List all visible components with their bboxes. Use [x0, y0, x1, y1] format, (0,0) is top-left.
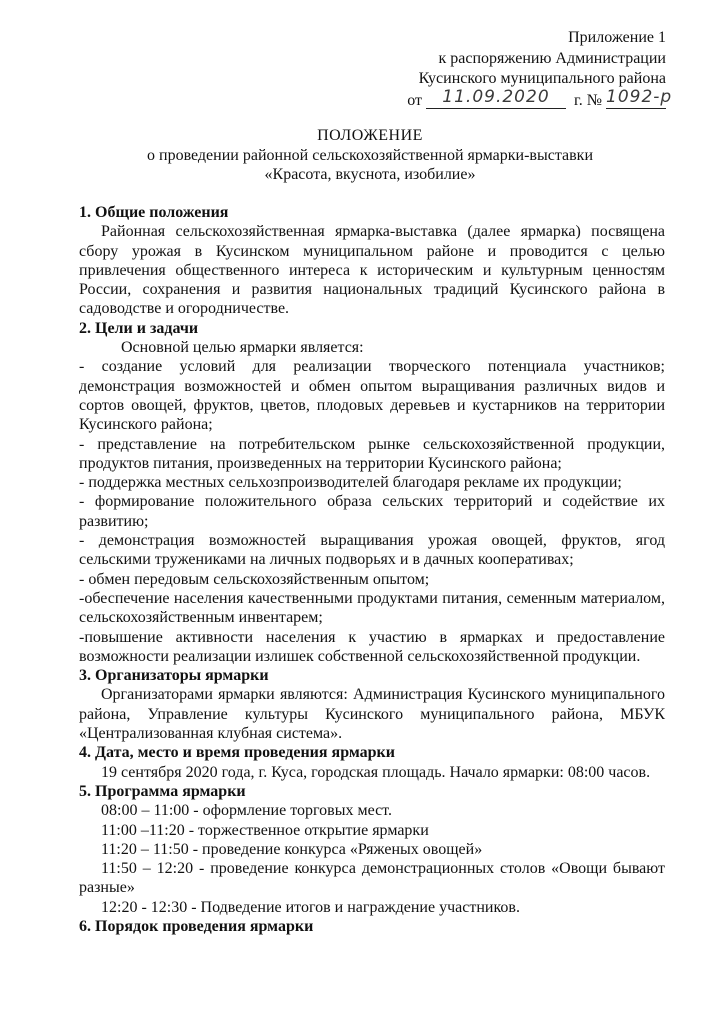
- section-4-heading: 4. Дата, место и время проведения ярмарки: [79, 744, 395, 762]
- section-4-paragraph: 19 сентября 2020 года, г. Куса, городская площадь. Начало ярмарки: 08:00 часов.: [101, 763, 651, 781]
- appendix-authority: Кусинского муниципального района: [418, 70, 666, 87]
- program-item: 11:50 – 12:20 - проведение конкурса демонстрационных столов «Овощи бывают разные»: [79, 860, 665, 897]
- appendix-title: Приложение 1: [568, 29, 666, 46]
- program-item: 11:20 – 11:50 - проведение конкурса «Ряженых овощей»: [101, 840, 483, 858]
- goal-item: - формирование положительного образа сельских территорий и содействие их развитию;: [79, 493, 665, 530]
- section-6-heading: 6. Порядок проведения ярмарки: [79, 917, 314, 935]
- appendix-date-number-line: [407, 86, 673, 112]
- program-item: 08:00 – 11:00 - оформление торговых мест.: [101, 802, 392, 820]
- goal-item: -повышение активности населения к участию в ярмарках и предоставление возможности реализации излишек собственной сельскохозяйственной продукции.: [79, 628, 665, 665]
- goal-item: - демонстрация возможностей выращивания урожая овощей, фруктов, ягод сельскими тружениками на личных подворьях и в дачных кооперативах;: [79, 532, 665, 569]
- goal-item: - поддержка местных сельхозпроизводителей благодаря рекламе их продукции;: [79, 474, 622, 492]
- goal-item: - представление на потребительском рынке сельскохозяйственной продукции, продуктов питания, произведенных на территории Кусинского района;: [79, 435, 665, 472]
- from-label: от: [407, 91, 422, 109]
- section-1-paragraph: Районная сельскохозяйственная ярмарка-выставка (далее ярмарка) посвящена сбору урожая в Кусинском муниципальном районе и проводится с целью привлечения общественного интереса к историческим и культурным ценностям России, сохранения и развития национальных традиций Кусинского района в садоводстве и огородничестве.: [79, 223, 665, 318]
- handwritten-date: 11.09.2020: [442, 86, 550, 107]
- document-body: [79, 203, 665, 936]
- number-label: г. №: [573, 91, 602, 109]
- section-3-paragraph: Организаторами ярмарки являются: Администрация Кусинского муниципального района, Управление культуры Кусинского муниципального района, МБУК «Централизованная клубная система».: [79, 686, 665, 743]
- goal-item: - обмен передовым сельскохозяйственным опытом;: [79, 570, 430, 588]
- section-1-heading: 1. Общие положения: [79, 204, 229, 221]
- program-item: 12:20 - 12:30 - Подведение итогов и награждение участников.: [101, 898, 520, 916]
- date-field: [426, 86, 566, 109]
- goal-item: - создание условий для реализации творческого потенциала участников; демонстрация возможностей и обмен опытом выращивания различных видов и сортов овощей, фруктов, цветов, плодовых деревьев и кустарников на территории Кусинского района;: [79, 358, 665, 434]
- title-main: ПОЛОЖЕНИЕ: [317, 127, 423, 144]
- section-2-intro: Основной целью ярмарки является:: [121, 339, 364, 357]
- section-5-heading: 5. Программа ярмарки: [79, 782, 246, 800]
- program-item: 11:00 –11:20 - торжественное открытие ярмарки: [101, 821, 429, 839]
- appendix-header: [407, 28, 673, 111]
- section-3-heading: 3. Организаторы ярмарки: [79, 667, 269, 685]
- section-2-heading: 2. Цели и задачи: [79, 319, 199, 337]
- number-field: [606, 86, 673, 109]
- document-title: [80, 126, 660, 185]
- title-subtitle: о проведении районной сельскохозяйственной ярмарки-выставки: [147, 146, 593, 164]
- handwritten-number: 1092-р: [606, 86, 673, 107]
- appendix-order-ref: к распоряжению Администрации: [438, 49, 666, 67]
- title-fair-name: «Красота, вкуснота, изобилие»: [264, 166, 476, 183]
- goal-item: -обеспечение населения качественными продуктами питания, семенным материалом, сельскохозяйственным инвентарем;: [79, 589, 665, 627]
